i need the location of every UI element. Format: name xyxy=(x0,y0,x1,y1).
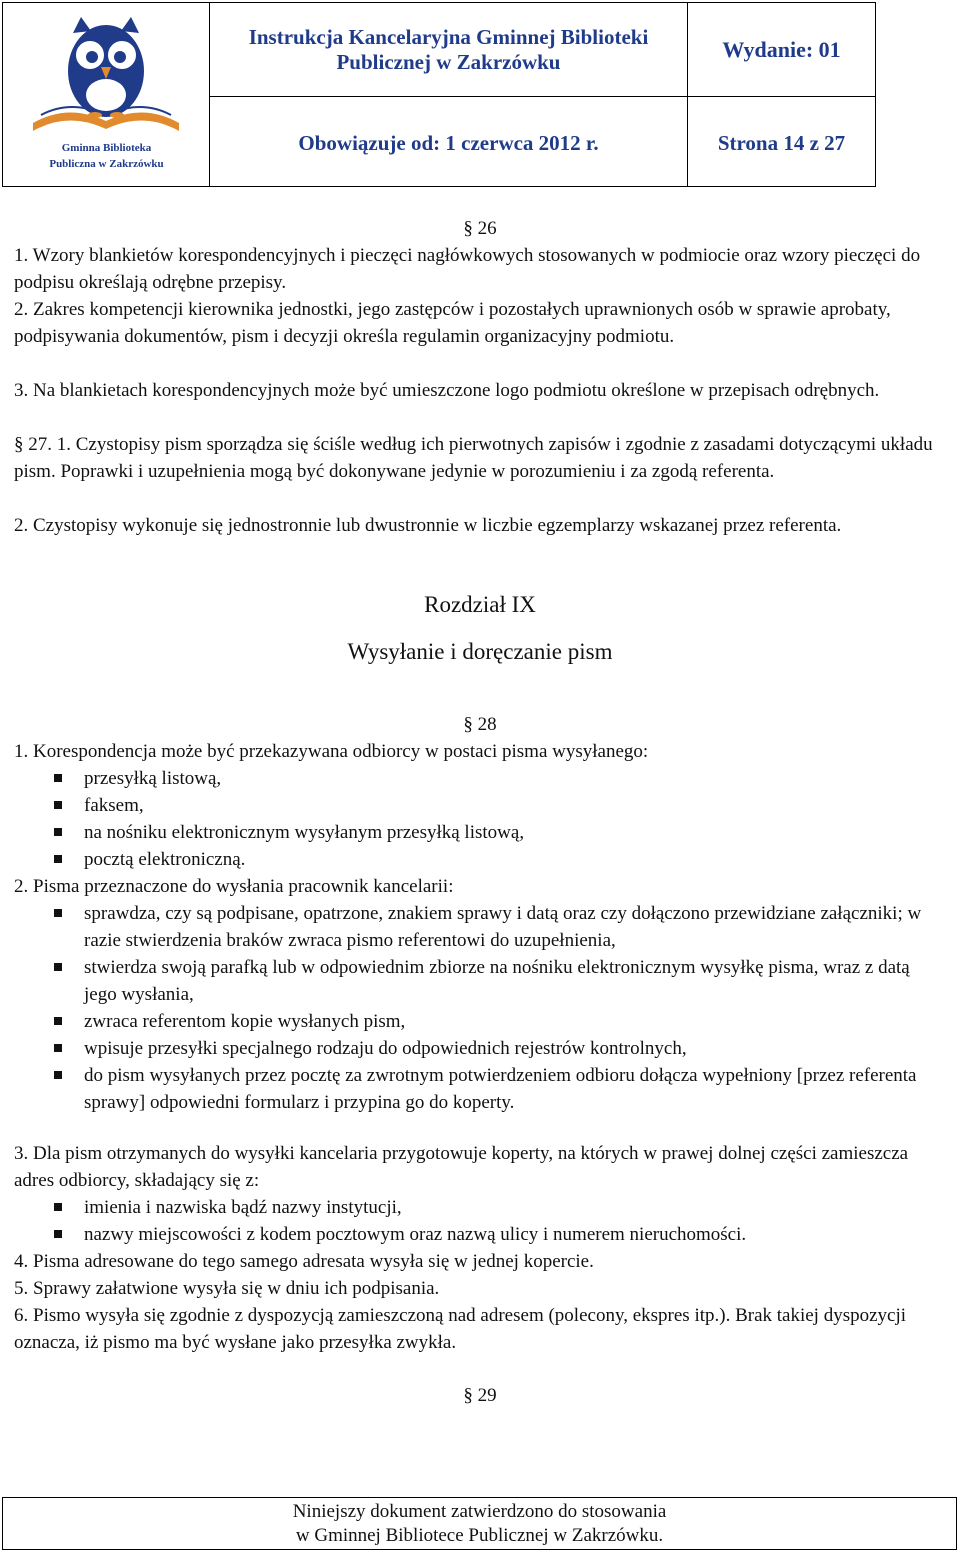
list-item: sprawdza, czy są podpisane, opatrzone, znakiem sprawy i datą oraz czy dołączono przewidziane załączniki; w razie stwierdzenia braków zwraca pismo referentowi do uzupełnienia, xyxy=(14,900,944,954)
list-item: do pism wysyłanych przez pocztę za zwrotnym potwierdzeniem odbioru dołącza wypełniony [przez referenta sprawy] odpowiedni formularz i przypina go do koperty. xyxy=(14,1062,944,1116)
document-footer xyxy=(2,1497,957,1550)
paragraph-26-1: 1. Wzory blankietów korespondencyjnych i pieczęci nagłówkowych stosowanych w podmiocie oraz wzory pieczęci do podpisu określają odrębne przepisy. xyxy=(14,245,921,293)
paragraph-26-3: 3. Na blankietach korespondencyjnych może być umieszczone logo podmiotu określone w przepisach odrębnych. xyxy=(14,380,880,401)
title-line2: Publicznej w Zakrzówku xyxy=(336,50,561,74)
list-item: pocztą elektroniczną. xyxy=(14,846,944,873)
logo-caption-line1: Gminna Biblioteka xyxy=(61,142,152,154)
chapter-title: Wysyłanie i doręczanie pism xyxy=(347,639,613,664)
list-item: zwraca referentom kopie wysłanych pism, xyxy=(14,1008,944,1035)
section-mark-28: § 28 xyxy=(463,714,497,735)
paragraph-28-5: 5. Sprawy załatwione wysyła się w dniu ich podpisania. xyxy=(14,1278,440,1299)
valid-from-label: Obowiązuje od: 1 czerwca 2012 r. xyxy=(210,97,688,186)
clerk-duties-list xyxy=(14,900,944,1116)
paragraph-28-1: 1. Korespondencja może być przekazywana odbiorcy w postaci pisma wysyłanego: xyxy=(14,741,649,762)
section-mark-29: § 29 xyxy=(463,1385,497,1406)
list-item: wpisuje przesyłki specjalnego rodzaju do odpowiednich rejestrów kontrolnych, xyxy=(14,1035,944,1062)
section-mark-26: § 26 xyxy=(463,218,497,239)
list-item: przesyłką listową, xyxy=(14,765,944,792)
paragraph-28-3: 3. Dla pism otrzymanych do wysyłki kancelaria przygotowuje koperty, na których w prawej dolnej części zamieszcza adres odbiorcy, składający się z: xyxy=(14,1143,909,1191)
list-item: nazwy miejscowości z kodem pocztowym oraz nazwą ulicy i numerem nieruchomości. xyxy=(14,1221,944,1248)
paragraph-28-2: 2. Pisma przeznaczone do wysłania pracownik kancelarii: xyxy=(14,876,454,897)
list-item: imienia i nazwiska bądź nazwy instytucji, xyxy=(14,1194,944,1221)
paragraph-26-2: 2. Zakres kompetencji kierownika jednostki, jego zastępców i pozostałych uprawnionych osób w sprawie aprobaty, podpisywania dokumentów, pism i decyzji określa regulamin organizacyjny podmiotu. xyxy=(14,299,891,347)
library-logo xyxy=(3,3,210,186)
address-parts-list xyxy=(14,1194,944,1248)
document-header xyxy=(2,2,876,187)
logo-caption-line2: Publiczna w Zakrzówku xyxy=(49,158,164,170)
footer-line1: Niniejszy dokument zatwierdzono do stosowania xyxy=(292,1501,667,1522)
chapter-number: Rozdział IX xyxy=(424,592,536,617)
document-title xyxy=(210,3,688,97)
list-item: stwierdza swoją parafką lub w odpowiednim zbiorze na nośniku elektronicznym wysyłkę pisma, wraz z datą jego wysłania, xyxy=(14,954,944,1008)
list-item: faksem, xyxy=(14,792,944,819)
page-number-label: Strona 14 z 27 xyxy=(717,131,846,155)
paragraph-28-4: 4. Pisma adresowane do tego samego adresata wysyła się w jednej kopercie. xyxy=(14,1251,594,1272)
paragraph-27-1: § 27. 1. Czystopisy pism sporządza się ściśle według ich pierwotnych zapisów i zgodnie z zasadami dotyczącymi układu pism. Poprawki i uzupełnienia mogą być dokonywane jedynie w porozumieniu i za zgodą referenta. xyxy=(14,434,933,482)
edition-label: Wydanie: 01 xyxy=(688,3,875,97)
list-item: na nośniku elektronicznym wysyłanym przesyłką listową, xyxy=(14,819,944,846)
delivery-methods-list xyxy=(14,765,944,873)
title-line1: Instrukcja Kancelaryjna Gminnej Biblioteki xyxy=(248,25,649,49)
paragraph-27-2: 2. Czystopisy wykonuje się jednostronnie lub dwustronnie w liczbie egzemplarzy wskazanej przez referenta. xyxy=(14,515,842,536)
footer-line2: w Gminnej Bibliotece Publicznej w Zakrzówku. xyxy=(295,1525,664,1546)
paragraph-28-6: 6. Pismo wysyła się zgodnie z dyspozycją zamieszczoną nad adresem (polecony, ekspres itp.). Brak takiej dyspozycji oznacza, iż pismo ma być wysłane jako przesyłka zwykła. xyxy=(14,1305,907,1353)
